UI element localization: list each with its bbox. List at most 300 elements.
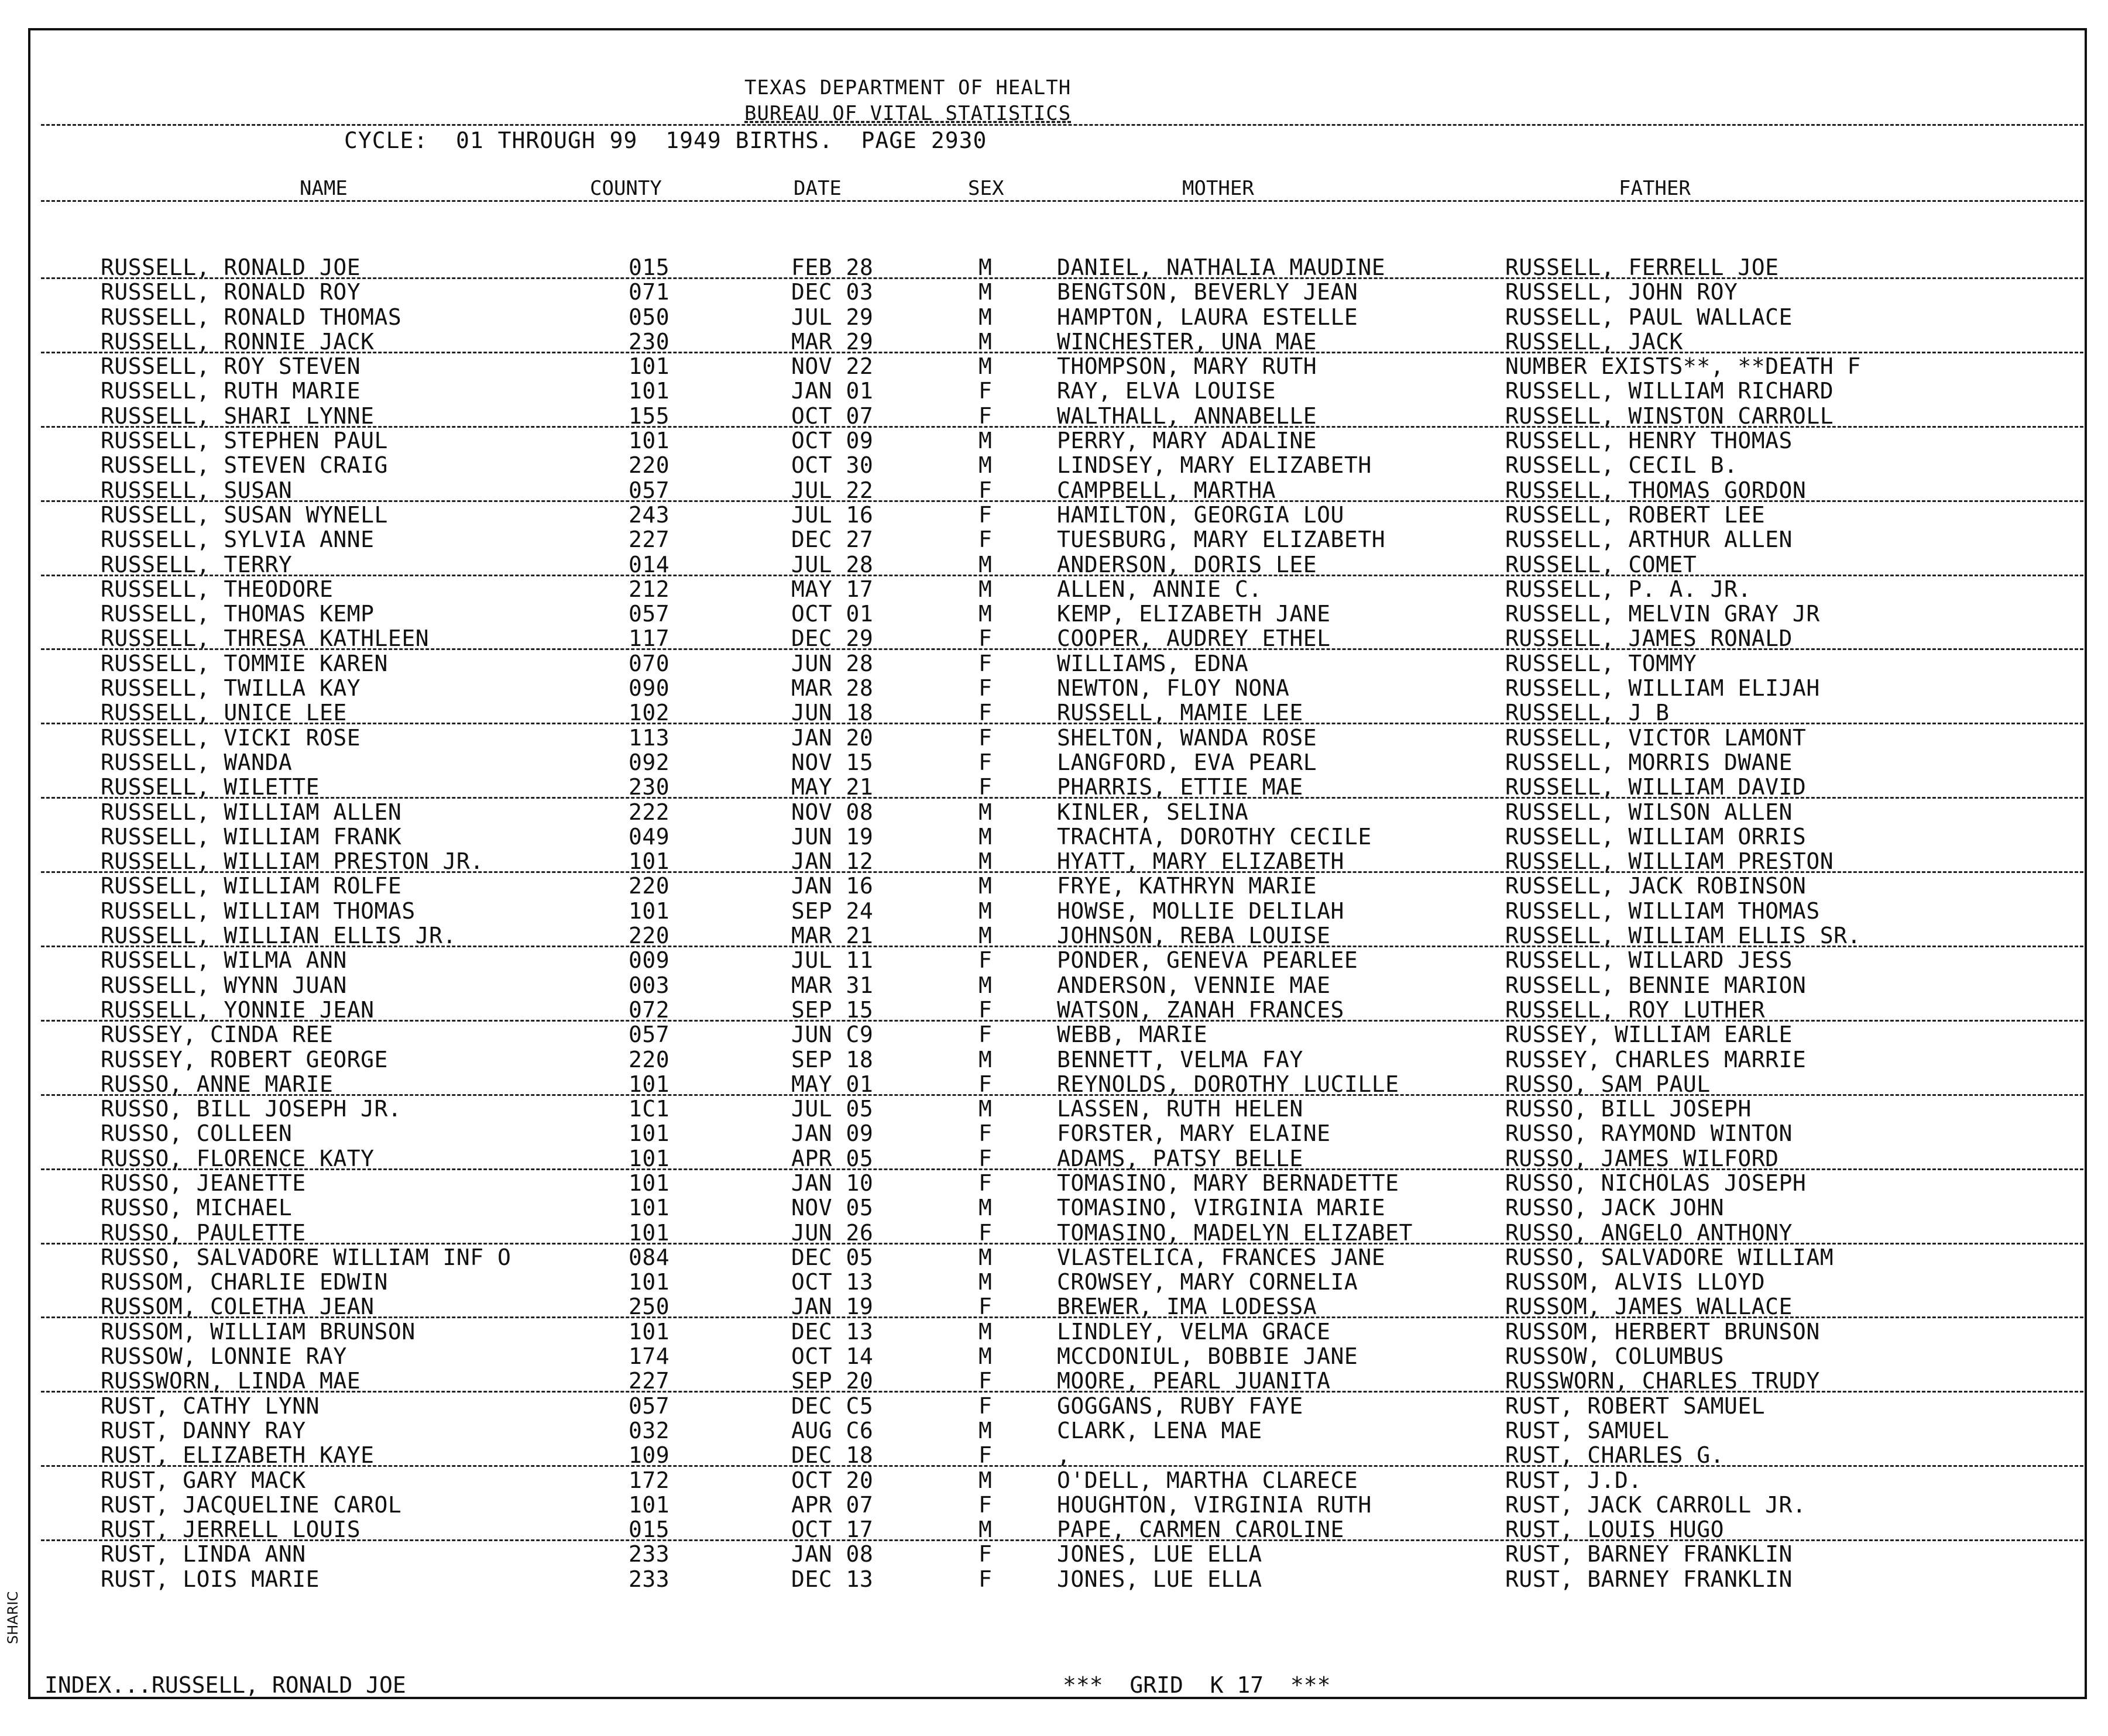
cell-date: JUL 22	[791, 477, 874, 503]
cell-sex: M	[979, 1046, 993, 1072]
cell-date: MAR 31	[791, 972, 874, 998]
cell-father: RUSSOM, JAMES WALLACE	[1505, 1294, 1793, 1320]
cell-father: RUSSELL, ROY LUTHER	[1505, 996, 1766, 1023]
cell-name: RUSSELL, ROY STEVEN	[101, 353, 361, 380]
cell-father: RUSSO, ANGELO ANTHONY	[1505, 1219, 1793, 1246]
cell-county: 117	[629, 625, 670, 652]
cell-name: RUSSELL, STEPHEN PAUL	[101, 428, 388, 454]
cell-father: RUSSO, SAM PAUL	[1505, 1071, 1711, 1097]
cell-date: SEP 15	[791, 996, 874, 1023]
cell-date: APR 07	[791, 1491, 874, 1518]
cell-mother: WEBB, MARIE	[1057, 1022, 1208, 1048]
cell-date: SEP 20	[791, 1368, 874, 1394]
cell-mother: WILLIAMS, EDNA	[1057, 650, 1249, 676]
cell-name: RUSSELL, SUSAN WYNELL	[101, 501, 388, 528]
cell-date: NOV 15	[791, 749, 874, 775]
cell-date: MAY 01	[791, 1071, 874, 1097]
cell-date: SEP 24	[791, 898, 874, 924]
cell-father: RUSSELL, MELVIN GRAY JR	[1505, 601, 1820, 627]
cell-father: RUSSELL, WILSON ALLEN	[1505, 799, 1793, 825]
cell-date: MAR 28	[791, 675, 874, 702]
cell-mother: MOORE, PEARL JUANITA	[1057, 1368, 1331, 1394]
cell-sex: F	[979, 1442, 993, 1469]
cell-date: JUL 28	[791, 551, 874, 577]
cell-name: RUSSELL, WILLIAM PRESTON JR.	[101, 848, 484, 875]
cell-name: RUSSELL, WILLIAN ELLIS JR.	[101, 923, 456, 949]
cell-date: JAN 12	[791, 848, 874, 875]
cell-date: JUN 28	[791, 650, 874, 676]
cell-sex: F	[979, 1393, 993, 1419]
cell-sex: F	[979, 1145, 993, 1171]
cell-date: DEC 05	[791, 1244, 874, 1270]
cell-sex: M	[979, 428, 993, 454]
cell-county: 101	[629, 1195, 670, 1221]
cell-sex: M	[979, 1467, 993, 1493]
cell-father: RUSSELL, THOMAS GORDON	[1505, 477, 1807, 503]
cell-sex: M	[979, 823, 993, 850]
cell-sex: M	[979, 1244, 993, 1270]
cell-name: RUSSELL, THEODORE	[101, 576, 334, 602]
cell-name: RUSSO, JEANETTE	[101, 1170, 306, 1196]
cell-sex: M	[979, 1517, 993, 1543]
cell-county: 227	[629, 527, 670, 553]
cell-mother: JONES, LUE ELLA	[1057, 1541, 1262, 1567]
cell-father: RUSSELL, JACK ROBINSON	[1505, 873, 1807, 899]
cell-county: 101	[629, 1145, 670, 1171]
cell-mother: JOHNSON, REBA LOUISE	[1057, 923, 1331, 949]
cell-county: 072	[629, 996, 670, 1023]
cell-date: OCT 09	[791, 428, 874, 454]
agency-title: TEXAS DEPARTMENT OF HEALTH	[744, 76, 1072, 99]
cell-father: RUSSO, NICHOLAS JOSEPH	[1505, 1170, 1807, 1196]
cell-date: OCT 30	[791, 452, 874, 479]
cell-county: 101	[629, 1170, 670, 1196]
cell-father: RUST, SAMUEL	[1505, 1417, 1670, 1443]
cell-mother: CAMPBELL, MARTHA	[1057, 477, 1276, 503]
cycle-line: CYCLE: 01 THROUGH 99 1949 BIRTHS. PAGE 2930	[344, 128, 987, 153]
cell-date: DEC C5	[791, 1393, 874, 1419]
cell-mother: LINDSEY, MARY ELIZABETH	[1057, 452, 1372, 479]
cell-sex: M	[979, 1096, 993, 1122]
cell-name: RUSSOM, WILLIAM BRUNSON	[101, 1318, 416, 1345]
cell-mother: TOMASINO, MARY BERNADETTE	[1057, 1170, 1399, 1196]
cell-sex: F	[979, 1120, 993, 1147]
cell-sex: M	[979, 255, 993, 280]
cell-date: JUL 05	[791, 1096, 874, 1122]
cell-county: 057	[629, 1393, 670, 1419]
cell-father: RUST, ROBERT SAMUEL	[1505, 1393, 1766, 1419]
cell-mother: TOMASINO, MADELYN ELIZABET	[1057, 1219, 1413, 1246]
cell-father: RUSSELL, PAUL WALLACE	[1505, 304, 1793, 330]
cell-name: RUSSELL, RONNIE JACK	[101, 328, 375, 355]
cell-sex: F	[979, 527, 993, 553]
cell-name: RUST, JERRELL LOUIS	[101, 1517, 361, 1543]
cell-date: NOV 22	[791, 353, 874, 380]
cell-county: 084	[629, 1244, 670, 1270]
cell-name: RUSSO, BILL JOSEPH JR.	[101, 1096, 402, 1122]
cell-father: RUSSELL, JOHN ROY	[1505, 279, 1738, 305]
cell-county: 015	[629, 255, 670, 280]
cell-father: RUSSO, SALVADORE WILLIAM	[1505, 1244, 1834, 1270]
cell-date: OCT 07	[791, 403, 874, 429]
cell-father: RUST, LOUIS HUGO	[1505, 1517, 1725, 1543]
cell-father: RUSSELL, MORRIS DWANE	[1505, 749, 1793, 775]
cell-county: 057	[629, 1022, 670, 1048]
cell-sex: F	[979, 947, 993, 974]
cell-father: RUSSELL, WINSTON CARROLL	[1505, 403, 1834, 429]
cell-father: RUSSELL, WILLIAM THOMAS	[1505, 898, 1820, 924]
cell-county: 220	[629, 1046, 670, 1072]
cell-date: OCT 13	[791, 1269, 874, 1295]
cell-sex: M	[979, 304, 993, 330]
cell-county: 009	[629, 947, 670, 974]
header-rule	[41, 124, 2083, 126]
cell-name: RUSSELL, THRESA KATHLEEN	[101, 625, 430, 652]
cell-name: RUSSELL, RONALD ROY	[101, 279, 361, 305]
cell-sex: M	[979, 1318, 993, 1345]
cell-date: DEC 29	[791, 625, 874, 652]
cell-name: RUSSELL, STEVEN CRAIG	[101, 452, 388, 479]
cell-father: RUSSO, BILL JOSEPH	[1505, 1096, 1752, 1122]
cell-father: RUSSELL, WILLIAM ELIJAH	[1505, 675, 1820, 702]
cell-name: RUSSELL, TWILLA KAY	[101, 675, 361, 702]
cell-father: RUSSEY, CHARLES MARRIE	[1505, 1046, 1807, 1072]
cell-name: RUSSO, PAULETTE	[101, 1219, 306, 1246]
side-mark: SHARIC	[5, 1591, 21, 1644]
column-header-date: DATE	[794, 177, 842, 200]
cell-father: RUSSELL, BENNIE MARION	[1505, 972, 1807, 998]
cell-mother: THOMPSON, MARY RUTH	[1057, 353, 1317, 380]
cell-sex: F	[979, 1022, 993, 1048]
cell-sex: F	[979, 749, 993, 775]
cell-father: RUSSELL, WILLIAM ELLIS SR.	[1505, 923, 1861, 949]
cell-sex: F	[979, 724, 993, 751]
cell-mother: PAPE, CARMEN CAROLINE	[1057, 1517, 1344, 1543]
cell-date: JUL 16	[791, 501, 874, 528]
cell-mother: WALTHALL, ANNABELLE	[1057, 403, 1317, 429]
cell-mother: HAMPTON, LAURA ESTELLE	[1057, 304, 1358, 330]
cell-county: 070	[629, 650, 670, 676]
cell-mother: RUSSELL, MAMIE LEE	[1057, 700, 1303, 726]
cell-date: JUN 26	[791, 1219, 874, 1246]
cell-mother: NEWTON, FLOY NONA	[1057, 675, 1290, 702]
cell-date: JAN 08	[791, 1541, 874, 1567]
cell-county: 113	[629, 724, 670, 751]
cell-sex: M	[979, 1417, 993, 1443]
cell-mother: TRACHTA, DOROTHY CECILE	[1057, 823, 1372, 850]
cell-sex: F	[979, 501, 993, 528]
cell-sex: M	[979, 601, 993, 627]
cell-mother: LINDLEY, VELMA GRACE	[1057, 1318, 1331, 1345]
cell-name: RUSSO, FLORENCE KATY	[101, 1145, 375, 1171]
cell-mother: ALLEN, ANNIE C.	[1057, 576, 1262, 602]
cell-sex: F	[979, 996, 993, 1023]
cell-sex: M	[979, 972, 993, 998]
cell-name: RUSSO, COLLEEN	[101, 1120, 293, 1147]
cell-date: OCT 20	[791, 1467, 874, 1493]
cell-name: RUSSO, SALVADORE WILLIAM INF O	[101, 1244, 511, 1270]
cell-county: 233	[629, 1566, 670, 1592]
cell-name: RUSSELL, RUTH MARIE	[101, 378, 361, 404]
cell-father: RUSSELL, WILLIAM RICHARD	[1505, 378, 1834, 404]
cell-mother: O'DELL, MARTHA CLARECE	[1057, 1467, 1358, 1493]
cell-date: SEP 18	[791, 1046, 874, 1072]
cell-county: 057	[629, 601, 670, 627]
cell-father: RUSSELL, WILLIAM DAVID	[1505, 774, 1807, 800]
cell-county: 155	[629, 403, 670, 429]
column-header-county: COUNTY	[590, 177, 662, 200]
cell-county: 049	[629, 823, 670, 850]
cell-mother: CROWSEY, MARY CORNELIA	[1057, 1269, 1358, 1295]
cell-father: RUST, BARNEY FRANKLIN	[1505, 1541, 1793, 1567]
column-header-rule	[41, 200, 2083, 202]
cell-county: 101	[629, 848, 670, 875]
cell-date: AUG C6	[791, 1417, 874, 1443]
cell-sex: F	[979, 1219, 993, 1246]
cell-sex: F	[979, 1170, 993, 1196]
cell-date: JUL 29	[791, 304, 874, 330]
cell-name: RUSSWORN, LINDA MAE	[101, 1368, 361, 1394]
cell-name: RUSSELL, RONALD JOE	[101, 255, 361, 280]
cell-mother: RAY, ELVA LOUISE	[1057, 378, 1276, 404]
cell-father: RUSSELL, COMET	[1505, 551, 1697, 577]
cell-sex: M	[979, 279, 993, 305]
cell-date: JAN 09	[791, 1120, 874, 1147]
grid-line: *** GRID K 17 ***	[1063, 1672, 1331, 1698]
cell-father: RUST, BARNEY FRANKLIN	[1505, 1566, 1793, 1592]
cell-name: RUSSELL, WYNN JUAN	[101, 972, 347, 998]
cell-sex: F	[979, 625, 993, 652]
cell-date: APR 05	[791, 1145, 874, 1171]
cell-mother: LANGFORD, EVA PEARL	[1057, 749, 1317, 775]
cell-sex: F	[979, 650, 993, 676]
cell-county: 032	[629, 1417, 670, 1443]
cell-mother: KINLER, SELINA	[1057, 799, 1249, 825]
cell-name: RUSSELL, WILLIAM ROLFE	[101, 873, 402, 899]
cell-date: MAY 17	[791, 576, 874, 602]
cell-sex: M	[979, 873, 993, 899]
cell-name: RUST, LINDA ANN	[101, 1541, 306, 1567]
cell-father: RUSSELL, FERRELL JOE	[1505, 255, 1779, 280]
cell-county: 014	[629, 551, 670, 577]
cell-mother: ,	[1057, 1442, 1071, 1469]
cell-mother: GOGGANS, RUBY FAYE	[1057, 1393, 1303, 1419]
cell-father: RUST, JACK CARROLL JR.	[1505, 1491, 1807, 1518]
cell-mother: JONES, LUE ELLA	[1057, 1566, 1262, 1592]
cell-county: 092	[629, 749, 670, 775]
cell-mother: BENGTSON, BEVERLY JEAN	[1057, 279, 1358, 305]
cell-county: 101	[629, 428, 670, 454]
cell-mother: KEMP, ELIZABETH JANE	[1057, 601, 1331, 627]
cell-date: JAN 10	[791, 1170, 874, 1196]
cell-county: 233	[629, 1541, 670, 1567]
cell-father: RUSSELL, TOMMY	[1505, 650, 1697, 676]
cell-name: RUST, CATHY LYNN	[101, 1393, 320, 1419]
cell-date: JAN 19	[791, 1294, 874, 1320]
cell-name: RUST, LOIS MARIE	[101, 1566, 320, 1592]
cell-father: RUSSOM, HERBERT BRUNSON	[1505, 1318, 1820, 1345]
cell-sex: F	[979, 1491, 993, 1518]
cell-sex: F	[979, 1566, 993, 1592]
cell-county: 230	[629, 328, 670, 355]
cell-name: RUSSELL, TOMMIE KAREN	[101, 650, 388, 676]
cell-mother: VLASTELICA, FRANCES JANE	[1057, 1244, 1386, 1270]
cell-name: RUSSO, ANNE MARIE	[101, 1071, 334, 1097]
cell-sex: M	[979, 576, 993, 602]
cell-county: 101	[629, 378, 670, 404]
cell-county: 101	[629, 1120, 670, 1147]
cell-date: JUN 19	[791, 823, 874, 850]
cell-father: RUSSELL, WILLIAM PRESTON	[1505, 848, 1834, 875]
cell-county: 212	[629, 576, 670, 602]
cell-sex: M	[979, 898, 993, 924]
cell-date: OCT 17	[791, 1517, 874, 1543]
cell-mother: REYNOLDS, DOROTHY LUCILLE	[1057, 1071, 1399, 1097]
cell-mother: HAMILTON, GEORGIA LOU	[1057, 501, 1344, 528]
cell-mother: SHELTON, WANDA ROSE	[1057, 724, 1317, 751]
cell-sex: F	[979, 675, 993, 702]
cell-mother: WATSON, ZANAH FRANCES	[1057, 996, 1344, 1023]
cell-mother: COOPER, AUDREY ETHEL	[1057, 625, 1331, 652]
cell-county: 050	[629, 304, 670, 330]
cell-date: FEB 28	[791, 255, 874, 280]
cell-father: RUSSWORN, CHARLES TRUDY	[1505, 1368, 1820, 1394]
cell-father: RUST, CHARLES G.	[1505, 1442, 1725, 1469]
cell-date: NOV 05	[791, 1195, 874, 1221]
cell-county: 250	[629, 1294, 670, 1320]
cell-county: 230	[629, 774, 670, 800]
cell-name: RUSSELL, WILLIAM FRANK	[101, 823, 402, 850]
cell-sex: M	[979, 1269, 993, 1295]
cell-mother: WINCHESTER, UNA MAE	[1057, 328, 1317, 355]
column-header-sex: SEX	[968, 177, 1004, 200]
cell-father: RUSSO, JACK JOHN	[1505, 1195, 1725, 1221]
cell-father: RUSSELL, JACK	[1505, 328, 1683, 355]
cell-mother: PONDER, GENEVA PEARLEE	[1057, 947, 1358, 974]
cell-name: RUST, DANNY RAY	[101, 1417, 306, 1443]
cell-date: MAY 21	[791, 774, 874, 800]
cell-name: RUSSELL, VICKI ROSE	[101, 724, 361, 751]
cell-date: JUN C9	[791, 1022, 874, 1048]
cell-father: RUSSELL, WILLARD JESS	[1505, 947, 1793, 974]
cell-mother: TOMASINO, VIRGINIA MARIE	[1057, 1195, 1386, 1221]
cell-date: MAR 21	[791, 923, 874, 949]
cell-mother: TUESBURG, MARY ELIZABETH	[1057, 527, 1386, 553]
cell-name: RUSSELL, RONALD THOMAS	[101, 304, 402, 330]
cell-father: RUSSOM, ALVIS LLOYD	[1505, 1269, 1766, 1295]
index-line: INDEX...RUSSELL, RONALD JOE	[44, 1672, 406, 1698]
cell-sex: F	[979, 774, 993, 800]
cell-date: JUN 18	[791, 700, 874, 726]
cell-name: RUST, ELIZABETH KAYE	[101, 1442, 375, 1469]
cell-mother: FRYE, KATHRYN MARIE	[1057, 873, 1317, 899]
cell-father: RUSSOW, COLUMBUS	[1505, 1343, 1725, 1370]
cell-county: 220	[629, 923, 670, 949]
cell-sex: F	[979, 1294, 993, 1320]
cell-sex: M	[979, 328, 993, 355]
cell-father: RUSSEY, WILLIAM EARLE	[1505, 1022, 1793, 1048]
cell-county: 015	[629, 1517, 670, 1543]
cell-county: 222	[629, 799, 670, 825]
cell-sex: M	[979, 923, 993, 949]
cell-name: RUSSO, MICHAEL	[101, 1195, 293, 1221]
cell-date: OCT 14	[791, 1343, 874, 1370]
cell-county: 101	[629, 1491, 670, 1518]
cell-mother: HOUGHTON, VIRGINIA RUTH	[1057, 1491, 1372, 1518]
cell-date: DEC 18	[791, 1442, 874, 1469]
cell-name: RUSSOM, COLETHA JEAN	[101, 1294, 375, 1320]
cell-county: 102	[629, 700, 670, 726]
cell-county: 071	[629, 279, 670, 305]
cell-sex: M	[979, 452, 993, 479]
cell-sex: F	[979, 1368, 993, 1394]
cell-sex: M	[979, 1195, 993, 1221]
cell-date: DEC 03	[791, 279, 874, 305]
cell-date: JUL 11	[791, 947, 874, 974]
column-header-name: NAME	[300, 177, 348, 200]
cell-name: RUSSELL, WILETTE	[101, 774, 320, 800]
cell-county: 003	[629, 972, 670, 998]
cell-father: RUSSELL, P. A. JR.	[1505, 576, 1752, 602]
cell-date: OCT 01	[791, 601, 874, 627]
cell-mother: FORSTER, MARY ELAINE	[1057, 1120, 1331, 1147]
cell-mother: ADAMS, PATSY BELLE	[1057, 1145, 1303, 1171]
cell-date: JAN 16	[791, 873, 874, 899]
cell-county: 101	[629, 1071, 670, 1097]
cell-name: RUSSELL, SYLVIA ANNE	[101, 527, 375, 553]
cell-name: RUST, JACQUELINE CAROL	[101, 1491, 402, 1518]
cell-father: RUSSELL, HENRY THOMAS	[1505, 428, 1793, 454]
cell-father: RUSSO, JAMES WILFORD	[1505, 1145, 1779, 1171]
cell-name: RUSSELL, WANDA	[101, 749, 293, 775]
cell-date: DEC 13	[791, 1318, 874, 1345]
cell-name: RUSSEY, CINDA REE	[101, 1022, 334, 1048]
cell-name: RUSSELL, YONNIE JEAN	[101, 996, 375, 1023]
cell-name: RUSSELL, WILLIAM ALLEN	[101, 799, 402, 825]
cell-county: 101	[629, 1318, 670, 1345]
cell-father: RUSSELL, ROBERT LEE	[1505, 501, 1766, 528]
cell-mother: CLARK, LENA MAE	[1057, 1417, 1262, 1443]
cell-sex: F	[979, 378, 993, 404]
cell-mother: BREWER, IMA LODESSA	[1057, 1294, 1317, 1320]
cell-county: 090	[629, 675, 670, 702]
cell-father: RUSSELL, WILLIAM ORRIS	[1505, 823, 1807, 850]
cell-father: RUSSO, RAYMOND WINTON	[1505, 1120, 1793, 1147]
cell-name: RUSSELL, SUSAN	[101, 477, 293, 503]
cell-sex: F	[979, 1541, 993, 1567]
cell-date: MAR 29	[791, 328, 874, 355]
cell-county: 101	[629, 1269, 670, 1295]
cell-name: RUSSOW, LONNIE RAY	[101, 1343, 347, 1370]
cell-county: 220	[629, 452, 670, 479]
cell-county: 174	[629, 1343, 670, 1370]
cell-mother: HYATT, MARY ELIZABETH	[1057, 848, 1344, 875]
cell-county: 243	[629, 501, 670, 528]
cell-date: DEC 27	[791, 527, 874, 553]
cell-sex: M	[979, 551, 993, 577]
cell-father: RUSSELL, VICTOR LAMONT	[1505, 724, 1807, 751]
column-header-mother: MOTHER	[1182, 177, 1254, 200]
cell-date: NOV 08	[791, 799, 874, 825]
cell-father: RUSSELL, J B	[1505, 700, 1670, 726]
cell-name: RUSSELL, TERRY	[101, 551, 293, 577]
cell-county: 220	[629, 873, 670, 899]
cell-name: RUSSELL, WILLIAM THOMAS	[101, 898, 416, 924]
cell-sex: F	[979, 477, 993, 503]
cell-father: RUSSELL, CECIL B.	[1505, 452, 1738, 479]
cell-sex: F	[979, 1071, 993, 1097]
cell-mother: MCCDONIUL, BOBBIE JANE	[1057, 1343, 1358, 1370]
